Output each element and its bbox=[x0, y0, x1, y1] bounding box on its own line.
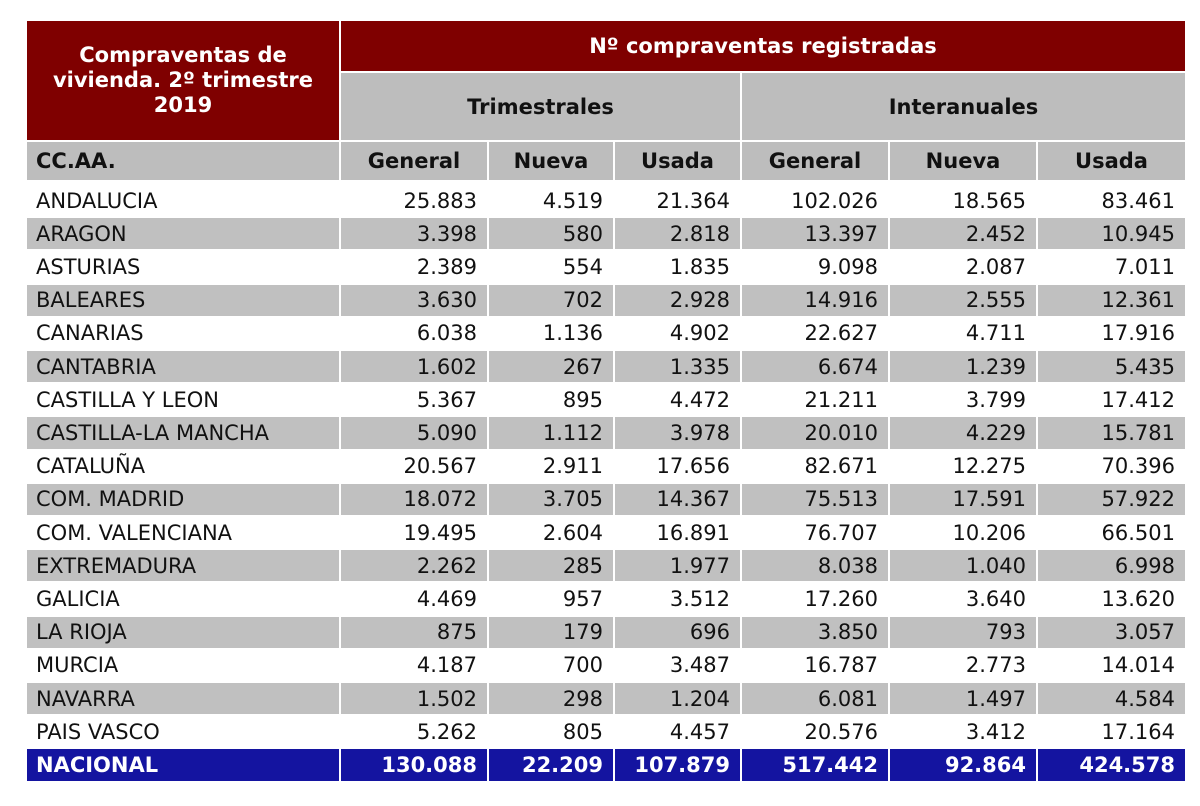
cell-trim-usada: 3.978 bbox=[613, 417, 740, 448]
col-header-ccaa: CC.AA. bbox=[27, 142, 339, 180]
cell-inter-nueva: 3.640 bbox=[888, 583, 1036, 614]
cell-trim-nueva: 580 bbox=[487, 218, 613, 249]
cell-trim-usada: 1.335 bbox=[613, 351, 740, 382]
cell-inter-usada: 15.781 bbox=[1036, 417, 1185, 448]
cell-region: ANDALUCIA bbox=[27, 185, 339, 216]
col-header-inter-general: General bbox=[740, 142, 888, 180]
cell-inter-nueva: 3.412 bbox=[888, 716, 1036, 747]
cell-inter-usada: 7.011 bbox=[1036, 251, 1185, 282]
cell-region: ASTURIAS bbox=[27, 251, 339, 282]
cell-inter-general: 6.081 bbox=[740, 683, 888, 714]
cell-inter-usada: 57.922 bbox=[1036, 484, 1185, 515]
cell-inter-general: 20.010 bbox=[740, 417, 888, 448]
table-title bbox=[27, 21, 339, 140]
cell-region: CASTILLA-LA MANCHA bbox=[27, 417, 339, 448]
cell-trim-nueva: 4.519 bbox=[487, 185, 613, 216]
cell-inter-usada: 12.361 bbox=[1036, 285, 1185, 316]
cell-trim-nueva: 895 bbox=[487, 384, 613, 415]
cell-inter-nueva: 1.497 bbox=[888, 683, 1036, 714]
cell-inter-general: 82.671 bbox=[740, 451, 888, 482]
cell-trim-general: 19.495 bbox=[339, 517, 487, 548]
cell-region: LA RIOJA bbox=[27, 617, 339, 648]
cell-trim-nueva: 3.705 bbox=[487, 484, 613, 515]
cell-trim-general: 4.187 bbox=[339, 650, 487, 681]
total-cell-inter-general: 517.442 bbox=[740, 749, 888, 781]
col-header-trim-nueva: Nueva bbox=[487, 142, 613, 180]
table-row bbox=[27, 582, 1185, 615]
cell-trim-general: 875 bbox=[339, 617, 487, 648]
cell-inter-general: 76.707 bbox=[740, 517, 888, 548]
col-header-trim-general: General bbox=[339, 142, 487, 180]
cell-trim-usada: 21.364 bbox=[613, 185, 740, 216]
cell-region: PAIS VASCO bbox=[27, 716, 339, 747]
cell-inter-general: 8.038 bbox=[740, 550, 888, 581]
table-row bbox=[27, 516, 1185, 549]
cell-inter-general: 9.098 bbox=[740, 251, 888, 282]
cell-inter-nueva: 18.565 bbox=[888, 185, 1036, 216]
cell-trim-nueva: 179 bbox=[487, 617, 613, 648]
cell-trim-usada: 4.902 bbox=[613, 318, 740, 349]
cell-region: CASTILLA Y LEON bbox=[27, 384, 339, 415]
total-cell-trim-usada: 107.879 bbox=[613, 749, 740, 781]
cell-trim-general: 1.602 bbox=[339, 351, 487, 382]
cell-inter-general: 13.397 bbox=[740, 218, 888, 249]
cell-inter-usada: 83.461 bbox=[1036, 185, 1185, 216]
col-header-inter-usada: Usada bbox=[1036, 142, 1185, 180]
cell-region: MURCIA bbox=[27, 650, 339, 681]
cell-trim-usada: 696 bbox=[613, 617, 740, 648]
cell-trim-usada: 1.204 bbox=[613, 683, 740, 714]
column-header-row bbox=[27, 142, 1185, 180]
cell-inter-general: 17.260 bbox=[740, 583, 888, 614]
cell-region: CANTABRIA bbox=[27, 351, 339, 382]
cell-trim-nueva: 957 bbox=[487, 583, 613, 614]
cell-inter-usada: 5.435 bbox=[1036, 351, 1185, 382]
cell-inter-usada: 66.501 bbox=[1036, 517, 1185, 548]
total-cell-trim-nueva: 22.209 bbox=[487, 749, 613, 781]
cell-region: NAVARRA bbox=[27, 683, 339, 714]
cell-inter-general: 102.026 bbox=[740, 185, 888, 216]
cell-inter-nueva: 17.591 bbox=[888, 484, 1036, 515]
cell-inter-usada: 14.014 bbox=[1036, 650, 1185, 681]
cell-inter-nueva: 12.275 bbox=[888, 451, 1036, 482]
cell-trim-usada: 1.835 bbox=[613, 251, 740, 282]
cell-trim-nueva: 2.911 bbox=[487, 451, 613, 482]
cell-region: COM. VALENCIANA bbox=[27, 517, 339, 548]
cell-trim-nueva: 2.604 bbox=[487, 517, 613, 548]
table-row bbox=[27, 616, 1185, 649]
total-cell-trim-general: 130.088 bbox=[339, 749, 487, 781]
cell-trim-usada: 4.457 bbox=[613, 716, 740, 747]
cell-trim-general: 5.367 bbox=[339, 384, 487, 415]
cell-trim-usada: 17.656 bbox=[613, 451, 740, 482]
cell-trim-nueva: 298 bbox=[487, 683, 613, 714]
cell-trim-usada: 2.928 bbox=[613, 285, 740, 316]
cell-trim-usada: 14.367 bbox=[613, 484, 740, 515]
col-header-trim-usada: Usada bbox=[613, 142, 740, 180]
cell-trim-general: 18.072 bbox=[339, 484, 487, 515]
cell-inter-usada: 10.945 bbox=[1036, 218, 1185, 249]
cell-inter-nueva: 4.711 bbox=[888, 318, 1036, 349]
cell-inter-usada: 13.620 bbox=[1036, 583, 1185, 614]
cell-trim-general: 2.262 bbox=[339, 550, 487, 581]
cell-trim-general: 20.567 bbox=[339, 451, 487, 482]
cell-inter-nueva: 2.555 bbox=[888, 285, 1036, 316]
total-cell-inter-usada: 424.578 bbox=[1036, 749, 1185, 781]
cell-inter-general: 6.674 bbox=[740, 351, 888, 382]
table-row bbox=[27, 483, 1185, 516]
group-header-interanuales bbox=[740, 71, 1185, 140]
cell-inter-nueva: 2.452 bbox=[888, 218, 1036, 249]
cell-inter-nueva: 10.206 bbox=[888, 517, 1036, 548]
table-row bbox=[27, 350, 1185, 383]
cell-region: COM. MADRID bbox=[27, 484, 339, 515]
table-row bbox=[27, 284, 1185, 317]
cell-trim-general: 3.398 bbox=[339, 218, 487, 249]
cell-inter-usada: 4.584 bbox=[1036, 683, 1185, 714]
group-interanuales-text: Interanuales bbox=[888, 94, 1039, 119]
cell-trim-usada: 4.472 bbox=[613, 384, 740, 415]
cell-inter-general: 14.916 bbox=[740, 285, 888, 316]
cell-trim-general: 3.630 bbox=[339, 285, 487, 316]
cell-trim-nueva: 285 bbox=[487, 550, 613, 581]
cell-trim-nueva: 700 bbox=[487, 650, 613, 681]
cell-inter-nueva: 3.799 bbox=[888, 384, 1036, 415]
cell-region: BALEARES bbox=[27, 285, 339, 316]
cell-trim-general: 4.469 bbox=[339, 583, 487, 614]
cell-trim-nueva: 805 bbox=[487, 716, 613, 747]
cell-inter-nueva: 1.040 bbox=[888, 550, 1036, 581]
cell-trim-nueva: 554 bbox=[487, 251, 613, 282]
cell-region: CANARIAS bbox=[27, 318, 339, 349]
cell-trim-general: 5.262 bbox=[339, 716, 487, 747]
cell-inter-usada: 17.164 bbox=[1036, 716, 1185, 747]
cell-region: GALICIA bbox=[27, 583, 339, 614]
cell-inter-general: 21.211 bbox=[740, 384, 888, 415]
cell-trim-usada: 16.891 bbox=[613, 517, 740, 548]
cell-region: CATALUÑA bbox=[27, 451, 339, 482]
cell-inter-general: 75.513 bbox=[740, 484, 888, 515]
cell-region: EXTREMADURA bbox=[27, 550, 339, 581]
cell-trim-usada: 1.977 bbox=[613, 550, 740, 581]
table-row bbox=[27, 184, 1185, 217]
cell-inter-nueva: 793 bbox=[888, 617, 1036, 648]
cell-trim-nueva: 1.112 bbox=[487, 417, 613, 448]
cell-trim-nueva: 1.136 bbox=[487, 318, 613, 349]
cell-inter-usada: 70.396 bbox=[1036, 451, 1185, 482]
table-row bbox=[27, 682, 1185, 715]
cell-inter-usada: 3.057 bbox=[1036, 617, 1185, 648]
table-row bbox=[27, 715, 1185, 748]
table-title-text: Compraventas de vivienda. 2º trimestre 2019 bbox=[52, 43, 314, 117]
cell-inter-general: 20.576 bbox=[740, 716, 888, 747]
table-row bbox=[27, 450, 1185, 483]
cell-inter-general: 16.787 bbox=[740, 650, 888, 681]
cell-trim-usada: 3.512 bbox=[613, 583, 740, 614]
table-row bbox=[27, 250, 1185, 283]
cell-trim-general: 1.502 bbox=[339, 683, 487, 714]
cell-region: ARAGON bbox=[27, 218, 339, 249]
cell-trim-usada: 2.818 bbox=[613, 218, 740, 249]
cell-trim-nueva: 702 bbox=[487, 285, 613, 316]
cell-inter-nueva: 1.239 bbox=[888, 351, 1036, 382]
cell-trim-general: 25.883 bbox=[339, 185, 487, 216]
total-row bbox=[27, 749, 1185, 781]
table-row bbox=[27, 416, 1185, 449]
cell-inter-usada: 17.916 bbox=[1036, 318, 1185, 349]
cell-inter-nueva: 2.773 bbox=[888, 650, 1036, 681]
cell-trim-usada: 3.487 bbox=[613, 650, 740, 681]
cell-inter-nueva: 4.229 bbox=[888, 417, 1036, 448]
super-header-text: Nº compraventas registradas bbox=[589, 34, 937, 58]
cell-trim-general: 5.090 bbox=[339, 417, 487, 448]
cell-inter-usada: 17.412 bbox=[1036, 384, 1185, 415]
cell-trim-general: 2.389 bbox=[339, 251, 487, 282]
table-row bbox=[27, 649, 1185, 682]
cell-inter-general: 3.850 bbox=[740, 617, 888, 648]
cell-trim-general: 6.038 bbox=[339, 318, 487, 349]
cell-inter-nueva: 2.087 bbox=[888, 251, 1036, 282]
cell-inter-usada: 6.998 bbox=[1036, 550, 1185, 581]
col-header-inter-nueva: Nueva bbox=[888, 142, 1036, 180]
group-header-trimestrales bbox=[339, 71, 740, 140]
table-row bbox=[27, 383, 1185, 416]
cell-inter-general: 22.627 bbox=[740, 318, 888, 349]
table-row bbox=[27, 317, 1185, 350]
super-header bbox=[339, 21, 1185, 71]
group-trimestrales-text: Trimestrales bbox=[467, 94, 614, 119]
cell-trim-nueva: 267 bbox=[487, 351, 613, 382]
total-cell-inter-nueva: 92.864 bbox=[888, 749, 1036, 781]
table-row bbox=[27, 549, 1185, 582]
total-cell-region: NACIONAL bbox=[27, 749, 339, 781]
table-row bbox=[27, 217, 1185, 250]
